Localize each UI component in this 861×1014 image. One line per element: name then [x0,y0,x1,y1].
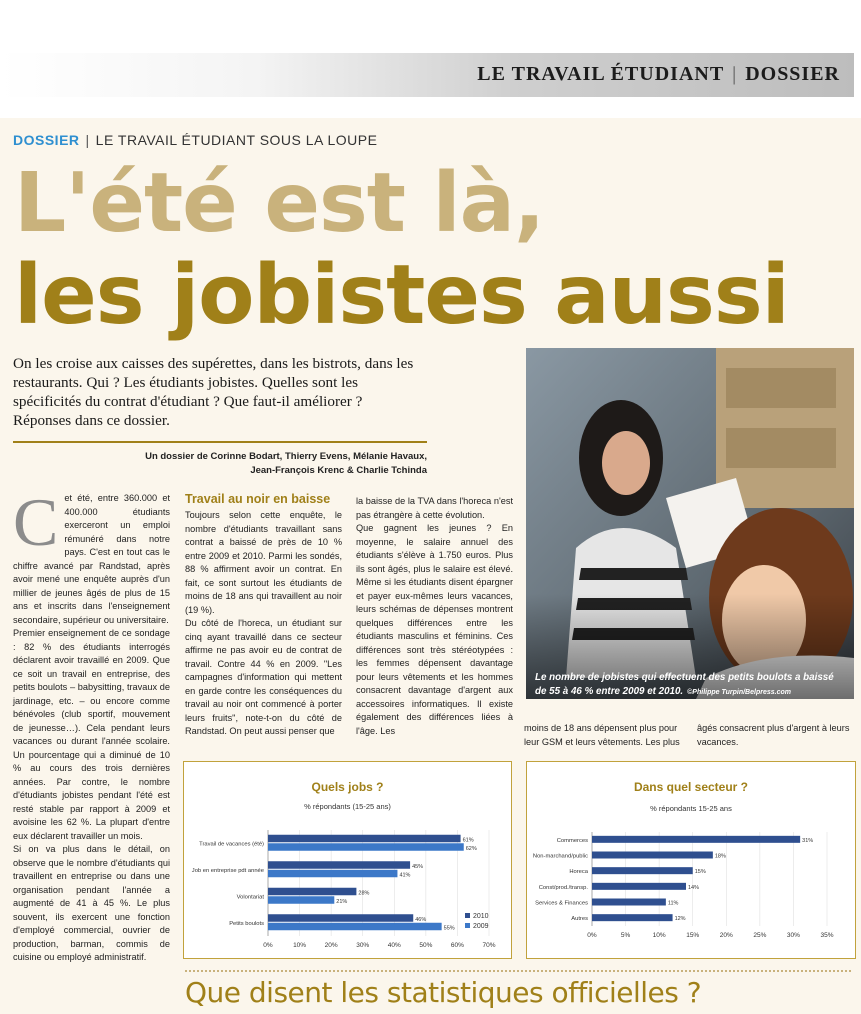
article-column-2 [185,492,342,739]
bar [268,896,334,904]
photo-credit: ©Philippe Turpin/Belpress.com [687,689,791,696]
data-label: 61% [462,837,474,844]
chart-2-title: Dans quel secteur ? [633,780,749,794]
next-section-title: Que disent les statistiques officielles ? [185,976,702,1009]
column-3-paragraph-1: la baisse de la TVA dans l'horeca n'est pas étrangère à cette évolution. [356,496,513,520]
column-3-paragraph-2: Que gagnent les jeunes ? En moyenne, le salaire annuel des étudiants s'élève à 1.750 euros. Plus ils sont âgés, plus le salaire est élevé. Même si les étudiants disent épargner et payer eux-mêmes leurs vacances, leurs schémas de dépenses montrent quelques différences entre les étudiants masculins et féminins. Ces différences sont très stéréotypées : les femmes dépensent davantage pour leurs vêtements et les hommes consacrent davantage d'argent aux accessoires informatiques. Il existe également des différences liées à l'âge. Les [356,523,513,736]
lead-divider [13,441,427,443]
article-column-1 [13,484,170,965]
data-label: 31% [802,837,814,844]
bar [268,914,413,922]
column-1-paragraph-2: Premier enseignement de ce sondage : 82 % des étudiants interrogés déclarent avoir travaillé en 2009. Que ce soit un travail en entreprise, des petits boulots – babysitting, travaux de jardinage, etc. – ou encore comme bénévoles (club sportif, mouvement de jeunesse…). Cela pendant leurs vacances ou durant l'année scolaire. Un pourcentage qui a diminué de 10 % au cours des trois dernières années. Par contre, le nombre d'étudiants jobistes pendant l'été est resté stable par rapport à 2009 et avoisine les 62 %. La plupart d'entre eux déclarent travailler un mois. [13,628,170,841]
category-label: Petits boulots [229,920,264,927]
data-label: 28% [358,890,370,897]
x-tick-label: 50% [419,942,433,949]
data-label: 15% [694,869,706,876]
drop-cap: C [13,484,59,560]
category-label: Services & Finances [535,900,588,907]
data-label: 21% [336,898,348,905]
data-label: 18% [714,853,726,860]
bar [592,867,693,874]
banner-text [477,63,840,86]
x-tick-label: 10% [293,942,307,949]
x-tick-label: 60% [450,942,464,949]
x-tick-label: 20% [719,932,733,939]
x-tick-label: 35% [820,932,834,939]
bar [592,899,666,906]
bar [592,883,686,890]
category-label: Volontariat [236,894,264,901]
column-2-paragraph-1: Toujours selon cette enquête, le nombre d'étudiants travaillant sans contrat a baissé de près de 10 % entre 2009 et 2010. Parmi les sondés, 88 % affirment avoir un contrat. En fait, ce sont surtout les étudiants de moins de 18 ans qui travaillent au noir (19 %). [185,510,342,615]
legend-swatch [465,913,470,918]
article-column-3 [356,495,513,738]
kicker-topic: LE TRAVAIL ÉTUDIANT SOUS LA LOUPE [95,132,378,148]
category-label: Travail de vacances (été) [199,841,264,848]
x-tick-label: 5% [620,932,631,939]
x-tick-label: 30% [356,942,370,949]
x-tick-label: 25% [753,932,767,939]
photo-illustration [526,348,854,699]
chart-1-subtitle: % répondants (15-25 ans) [304,802,391,811]
category-label: Horeca [569,869,588,876]
byline [145,450,427,478]
data-label: 46% [415,916,427,923]
photo-caption [535,671,845,700]
section-divider [185,970,851,972]
bar [268,888,356,896]
category-label: Job en entreprise pdt année [191,867,264,874]
kicker-separator: | [85,132,90,148]
x-tick-label: 10% [652,932,666,939]
legend-label: 2010 [473,913,489,920]
category-label: Commerces [556,837,588,844]
bar [268,861,410,869]
bar [268,923,442,931]
column-2-paragraph-2: Du côté de l'horeca, un étudiant sur cinq ayant travaillé dans ce secteur affirme ne pas avoir eu de contrat de travail. Contre 44 % en 2009. "Les campagnes d'information qui mettent en garde contre les conséquences du travail au noir ont commencé à porter leurs fruits", note-t-on du côté de Randstad. On peut aussi penser que [185,618,342,736]
banner-section: LE TRAVAIL ÉTUDIANT [477,63,725,85]
legend-label: 2009 [473,923,489,930]
bar [592,914,673,921]
chart-1-title: Quels jobs ? [311,780,384,794]
x-tick-label: 70% [482,942,496,949]
category-label: Non-marchand/public [532,853,588,860]
article-column-4: moins de 18 ans dépensent plus pour leur GSM et leurs vêtements. Les plus [524,723,680,747]
banner-category: DOSSIER [745,63,840,85]
headline-line1: L'été est là, [14,156,545,251]
x-tick-label: 0% [263,942,273,949]
data-label: 14% [688,884,700,891]
article-column-5: âgés consacrent plus d'argent à leurs vacances. [697,723,850,747]
x-tick-label: 15% [686,932,700,939]
kicker-category: DOSSIER [13,132,80,148]
bar [592,852,713,859]
data-label: 55% [443,925,455,932]
data-label: 45% [412,863,424,870]
chart-2-plot [527,762,855,958]
byline-line2: Jean-François Krenc & Charlie Tchinda [250,465,427,476]
x-tick-label: 40% [387,942,401,949]
byline-line1: Un dossier de Corinne Bodart, Thierry Evens, Mélanie Havaux, [145,451,427,462]
category-label: Const/prod./transp. [538,884,588,891]
bar [592,836,800,843]
column-1-paragraph-1 [13,484,170,627]
chart-1-plot [184,762,511,958]
data-label: 62% [465,845,477,852]
bar [268,870,397,878]
x-tick-label: 20% [324,942,338,949]
chart-2-subtitle: % répondants 15-25 ans [650,804,732,813]
category-label: Autres [571,916,588,923]
subheading: Travail au noir en baisse [185,492,331,506]
bar [268,835,461,843]
data-label: 41% [399,872,411,879]
lead-paragraph: On les croise aux caisses des supérettes, dans les bistrots, dans les restaurants. Qui ? Les étudiants jobistes. Quelles sont les spécificités du contrat d'étudiant ? Que faut-il améliorer ? Réponses dans ce dossier. [13,355,414,429]
article-photo [526,348,854,699]
data-label: 11% [667,900,679,907]
legend-swatch [465,923,470,928]
chart-quels-jobs [183,761,512,959]
data-label: 12% [674,916,686,923]
column-1-paragraph-1-text: et été, entre 360.000 et 400.000 étudiants exerceront un emploi rémunéré dans notre pays. C'est en tout cas le chiffre avancé par Randstad, après avoir mené une enquête auprès d'un millier de jeunes âgés de plus de 15 ans et inscrits dans l'enseignement secondaire, supérieur ou universitaire. [13,493,170,625]
photo-caption-text: Le nombre de jobistes qui effectuent des petits boulots a baissé de 55 à 46 % entre 2009 et 2010. [535,672,834,697]
kicker [13,132,377,148]
x-tick-label: 0% [587,932,597,939]
x-tick-label: 30% [786,932,800,939]
headline-line2: les jobistes aussi [14,248,789,343]
banner-separator: | [732,63,738,85]
chart-dans-quel-secteur [526,761,856,959]
column-1-paragraph-3: Si on va plus dans le détail, on observe que le nombre d'étudiants qui travaillent en entreprise ou dans une organisation pendant l'année a augmenté de 41 à 45 %. Le plus souvent, ils exercent une fonction d'employé commercial, ouvrier de production, barman, commis de cuisine ou employé administratif. [13,844,170,962]
section-banner [0,53,854,97]
bar [268,843,464,851]
